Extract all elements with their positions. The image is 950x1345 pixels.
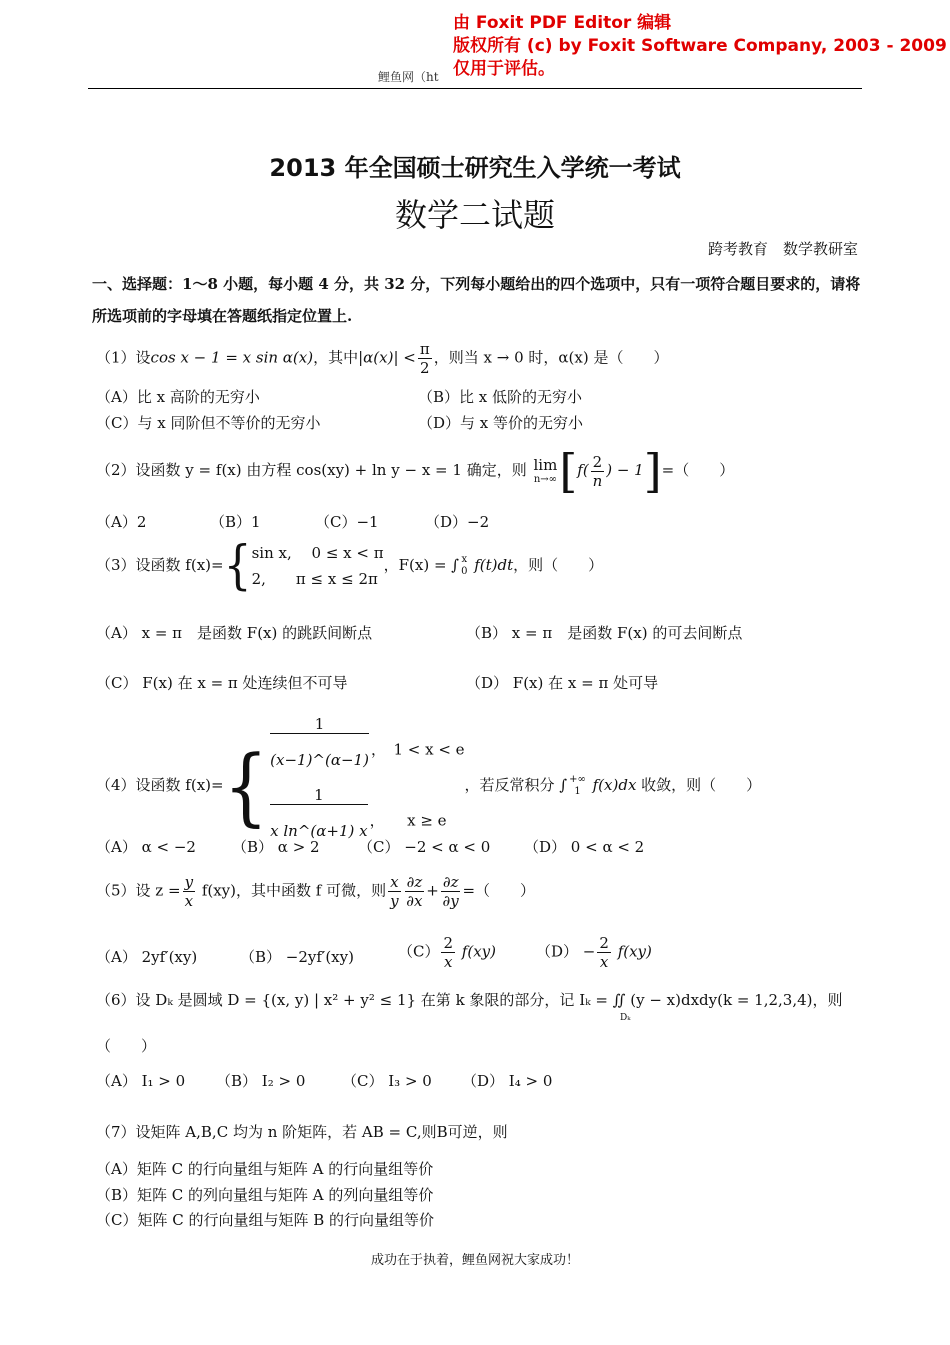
q2-body-2: ) − 1 bbox=[606, 461, 644, 479]
q2-option-a: （A）2 bbox=[96, 513, 147, 531]
question-1 bbox=[96, 340, 668, 377]
section-heading: 一、选择题：1～8 小题，每小题 4 分，共 32 分，下列每小题给出的四个选项中，只有一项符合题目要求的，请将所选项前的字母填在答题纸指定位置上. bbox=[92, 275, 861, 325]
header-rule bbox=[88, 88, 862, 89]
q2-prefix: （2）设函数 y = f(x) 由方程 cos(xy) + ln y − x = 1 确定，则 bbox=[96, 461, 527, 479]
q4-lower: 1 bbox=[574, 786, 581, 797]
q3-option-c: （C） F(x) 在 x = π 处连续但不可导 bbox=[96, 674, 348, 692]
q1-tail: ，则当 x → 0 时，α(x) 是（ ） bbox=[433, 348, 669, 367]
q7-option-c: （C）矩阵 C 的行向量组与矩阵 B 的行向量组等价 bbox=[96, 1211, 435, 1229]
q4-num-1: 1 bbox=[270, 715, 369, 734]
q1-prefix: （1）设 bbox=[96, 348, 151, 367]
q4-case-1 bbox=[268, 715, 464, 786]
q5-frac-3 bbox=[441, 873, 461, 910]
q2-tail: =（ ） bbox=[661, 461, 735, 479]
q3-prefix: （3）设函数 f(x)= bbox=[96, 556, 224, 574]
q4-den-2: x ln^(α+1) x bbox=[270, 822, 368, 840]
q5-d-n: 2 bbox=[599, 934, 609, 952]
q6-option-c: （C） I₃ > 0 bbox=[342, 1072, 432, 1090]
q3-option-a: （A） x = π 是函数 F(x) 的跳跃间断点 bbox=[96, 624, 373, 642]
q5-tail: =（ ） bbox=[462, 881, 536, 900]
q3-mid: ，F(x) = ∫ bbox=[383, 556, 460, 574]
q5-c-n: 2 bbox=[443, 934, 454, 952]
q4-option-c: （C） −2 < α < 0 bbox=[358, 838, 491, 856]
q5-c-post: f(xy) bbox=[457, 942, 496, 961]
q5-prefix: （5）设 z = bbox=[96, 881, 181, 900]
q5-option-b: （B） −2yf′(xy) bbox=[240, 948, 354, 966]
question-7: （7）设矩阵 A,B,C 均为 n 阶矩阵，若 AB = C,则B可逆，则 bbox=[96, 1123, 508, 1141]
q1-mid: ，其中 bbox=[313, 348, 359, 367]
question-6: （6）设 Dₖ 是圆域 D = {(x, y) | x² + y² ≤ 1} 在第 k 象限的部分，记 Iₖ = ∬ (y − x)dxdy(k = 1,2,3,4)，则 bbox=[96, 991, 843, 1009]
question-5 bbox=[96, 873, 535, 910]
q5-f3n: ∂z bbox=[442, 873, 459, 891]
exam-subtitle: 数学二试题 bbox=[394, 196, 555, 234]
q1-condition: |α(x)| < bbox=[358, 348, 416, 367]
q4-limits bbox=[569, 774, 586, 798]
q5-d-post: f(xy) bbox=[612, 942, 652, 961]
q5-c-d: x bbox=[444, 953, 453, 971]
q7-option-b: （B）矩阵 C 的列向量组与矩阵 A 的列向量组等价 bbox=[96, 1186, 434, 1204]
q3-upper: x bbox=[461, 554, 468, 565]
q4-brace: { bbox=[223, 736, 269, 836]
q5-option-a: （A） 2yf′(xy) bbox=[96, 948, 198, 966]
q2-num: 2 bbox=[592, 452, 603, 471]
q3-cases bbox=[252, 540, 384, 592]
q4-integrand: f(x)dx bbox=[587, 776, 637, 794]
organization: 跨考教育 数学教研室 bbox=[707, 240, 858, 258]
question-2 bbox=[96, 444, 735, 498]
q2-body-1: f( bbox=[577, 461, 589, 479]
q7-option-a: （A）矩阵 C 的行向量组与矩阵 A 的行向量组等价 bbox=[96, 1160, 434, 1178]
q3-option-d: （D） F(x) 在 x = π 处可导 bbox=[466, 674, 659, 692]
q5-d-frac bbox=[597, 934, 611, 971]
q2-lim: lim bbox=[533, 456, 558, 474]
q1-option-a: （A）比 x 高阶的无穷小 bbox=[96, 388, 260, 406]
question-3 bbox=[96, 534, 604, 596]
q4-mid: ，若反常积分 ∫ bbox=[464, 776, 568, 794]
q2-lim-sub: n→∞ bbox=[533, 474, 557, 485]
q2-limit bbox=[533, 456, 557, 486]
q4-cond-2: ， x ≥ e bbox=[369, 811, 447, 830]
q6-answer-paren: （ ） bbox=[96, 1037, 157, 1055]
q3-case-2: 2, π ≤ x ≤ 2π bbox=[251, 570, 378, 588]
q3-integrand: f(t)dt bbox=[469, 556, 514, 574]
q5-f1n: x bbox=[390, 873, 399, 891]
q2-option-b: （B）1 bbox=[210, 513, 261, 531]
q5-f3d: ∂y bbox=[442, 892, 459, 910]
q2-option-c: （C）−1 bbox=[315, 513, 379, 531]
q1-option-b: （B）比 x 低阶的无穷小 bbox=[418, 388, 583, 406]
q1-two: 2 bbox=[420, 359, 430, 377]
q4-option-d: （D） 0 < α < 2 bbox=[524, 838, 645, 856]
q1-pi-over-2 bbox=[418, 340, 432, 377]
q5-xd: x bbox=[184, 892, 194, 910]
watermark-line-1: 由 Foxit PDF Editor 编辑 bbox=[453, 13, 672, 33]
page-header-text: 鲤鱼网（ht bbox=[378, 70, 439, 84]
q5-f1d: y bbox=[390, 892, 399, 910]
q5-yn: y bbox=[184, 873, 194, 891]
q3-tail: ，则（ ） bbox=[513, 556, 604, 574]
q6-option-d: （D） I₄ > 0 bbox=[462, 1072, 553, 1090]
q4-option-a: （A） α < −2 bbox=[96, 838, 196, 856]
foxit-watermark bbox=[453, 12, 947, 81]
q5-option-c bbox=[398, 934, 496, 971]
q5-frac-1 bbox=[388, 873, 400, 910]
q4-den-1: (x−1)^(α−1) bbox=[270, 751, 369, 769]
q5-plus: + bbox=[426, 881, 439, 900]
q6-option-a: （A） I₁ > 0 bbox=[96, 1072, 186, 1090]
q5-mid: f(xy)，其中函数 f 可微，则 bbox=[197, 881, 387, 900]
q1-equation: cos x − 1 = x sin α(x) bbox=[150, 348, 314, 367]
q4-option-b: （B） α > 2 bbox=[232, 838, 320, 856]
page-footer: 成功在于执着，鲤鱼网祝大家成功！ bbox=[370, 1253, 579, 1268]
q3-case-1: sin x, 0 ≤ x < π bbox=[251, 544, 384, 562]
q5-f2d: ∂x bbox=[406, 892, 423, 910]
q2-option-d: （D）−2 bbox=[425, 513, 490, 531]
q3-lower: 0 bbox=[461, 566, 468, 577]
q5-f2n: ∂z bbox=[406, 873, 423, 891]
q5-c-pre: （C） bbox=[398, 942, 440, 961]
q1-option-d: （D）与 x 等价的无穷小 bbox=[418, 414, 584, 432]
q3-limits bbox=[461, 554, 467, 578]
q5-y-over-x bbox=[183, 873, 195, 910]
q2-two-over-n bbox=[591, 453, 605, 490]
q5-d-d: x bbox=[599, 953, 609, 971]
q1-pi: π bbox=[419, 340, 430, 358]
q2-right-bracket: ] bbox=[643, 444, 662, 498]
q4-frac-1 bbox=[270, 715, 369, 786]
q3-brace: { bbox=[223, 534, 252, 596]
q6-integral-subscript: Dₖ bbox=[620, 1013, 631, 1023]
watermark-line-3: 仅用于评估。 bbox=[453, 59, 555, 79]
q2-den: n bbox=[592, 471, 603, 490]
q4-upper: +∞ bbox=[569, 774, 586, 785]
q5-option-d bbox=[536, 934, 652, 971]
q4-cond-1: ， 1 < x < e bbox=[370, 740, 465, 759]
q6-option-b: （B） I₂ > 0 bbox=[216, 1072, 306, 1090]
watermark-line-2: 版权所有 (c) by Foxit Software Company, 2003 - 2009 bbox=[453, 36, 947, 56]
q2-left-bracket: [ bbox=[559, 444, 578, 498]
q3-option-b: （B） x = π 是函数 F(x) 的可去间断点 bbox=[466, 624, 743, 642]
q5-d-pre: （D） − bbox=[536, 942, 596, 961]
exam-title: 2013 年全国硕士研究生入学统一考试 bbox=[269, 154, 681, 182]
q4-tail: 收敛，则（ ） bbox=[636, 776, 762, 794]
q4-prefix: （4）设函数 f(x)= bbox=[96, 776, 224, 794]
q5-frac-2 bbox=[405, 873, 425, 910]
q1-option-c: （C）与 x 同阶但不等价的无穷小 bbox=[96, 414, 321, 432]
q5-c-frac bbox=[441, 934, 455, 971]
q4-num-2: 1 bbox=[270, 786, 367, 805]
